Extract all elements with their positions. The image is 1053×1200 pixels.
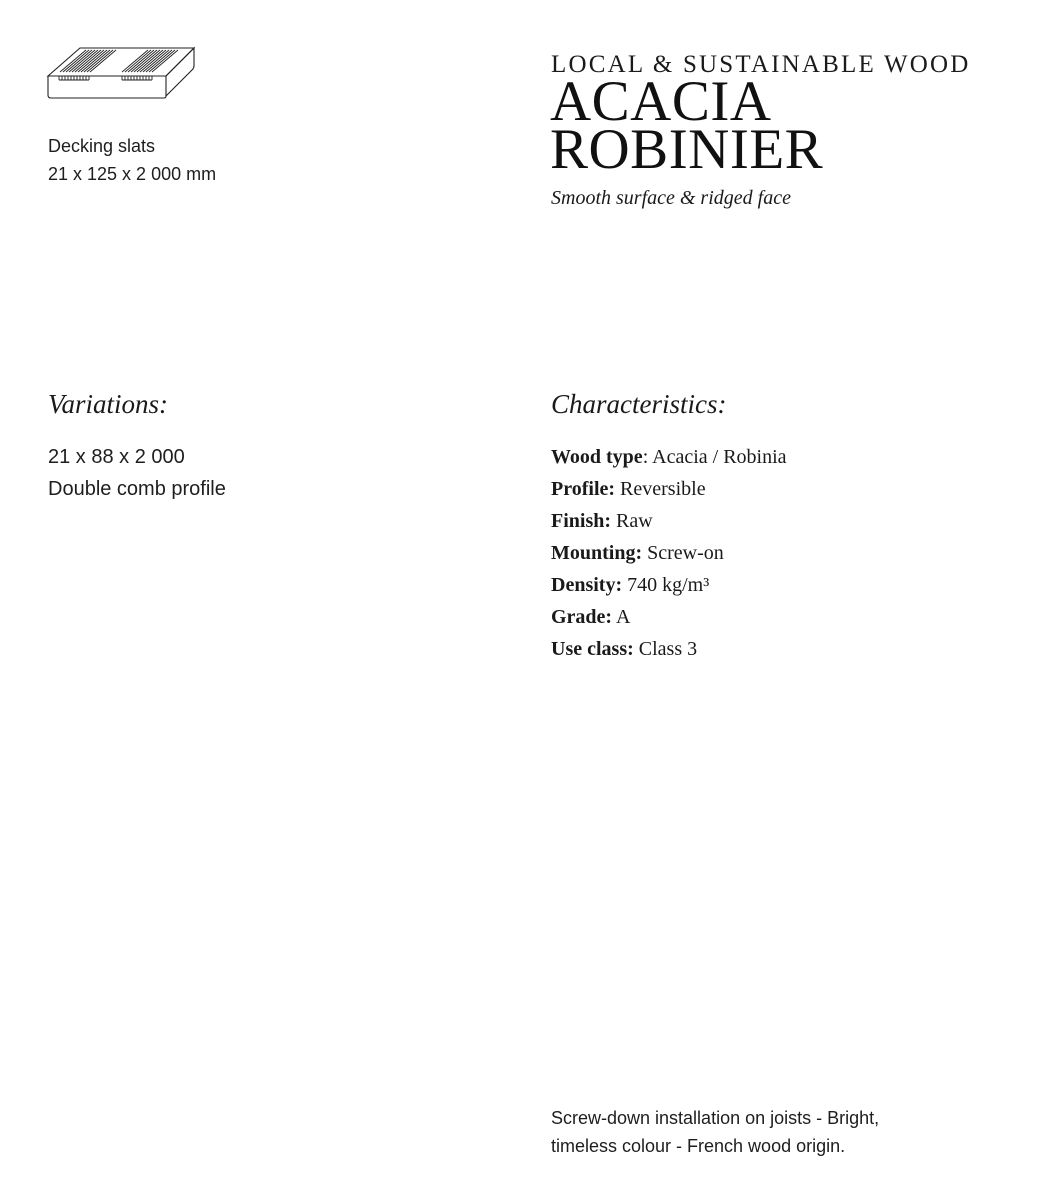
variation-line: 21 x 88 x 2 000	[48, 446, 185, 468]
characteristics-list	[551, 443, 787, 667]
characteristic-value: Screw-on	[647, 542, 724, 564]
decking-slat-icon	[46, 44, 198, 102]
characteristic-value: Reversible	[620, 478, 706, 500]
characteristic-grade	[551, 603, 787, 635]
characteristic-profile	[551, 475, 787, 507]
characteristic-value: Class 3	[638, 638, 698, 660]
characteristic-label: Profile:	[551, 478, 616, 500]
characteristic-value: Acacia / Robinia	[652, 446, 787, 468]
product-name: Decking slats	[48, 136, 156, 156]
characteristic-value: A	[616, 606, 631, 628]
characteristic-use-class	[551, 635, 787, 667]
characteristic-label: Mounting:	[551, 542, 643, 564]
characteristics-heading: Characteristics:	[551, 389, 727, 419]
variation-line: Double comb profile	[48, 478, 226, 500]
footer-note: Screw-down installation on joists - Bright, timeless colour - French wood origin.	[551, 1108, 880, 1156]
characteristic-label: Grade:	[551, 606, 613, 628]
characteristic-mounting	[551, 539, 787, 571]
characteristic-label: Use class:	[551, 638, 634, 660]
characteristic-wood-type	[551, 443, 787, 475]
characteristic-value: 740 kg/m³	[627, 574, 710, 596]
characteristic-label: Density:	[551, 574, 623, 596]
characteristic-finish	[551, 507, 787, 539]
variations-heading: Variations:	[48, 389, 169, 419]
characteristic-density	[551, 571, 787, 603]
product-dimensions: 21 x 125 x 2 000 mm	[48, 164, 217, 184]
characteristic-separator: :	[642, 446, 653, 468]
characteristic-label: Wood type	[551, 446, 643, 468]
title-line-1: ACACIA	[550, 70, 772, 133]
characteristic-label: Finish:	[551, 510, 612, 532]
page-title	[550, 70, 824, 181]
characteristic-value: Raw	[616, 510, 653, 532]
eyebrow-text: LOCAL & SUSTAINABLE WOOD	[551, 51, 971, 78]
title-line-2: ROBINIER	[550, 118, 824, 181]
page-subtitle: Smooth surface & ridged face	[551, 187, 791, 209]
